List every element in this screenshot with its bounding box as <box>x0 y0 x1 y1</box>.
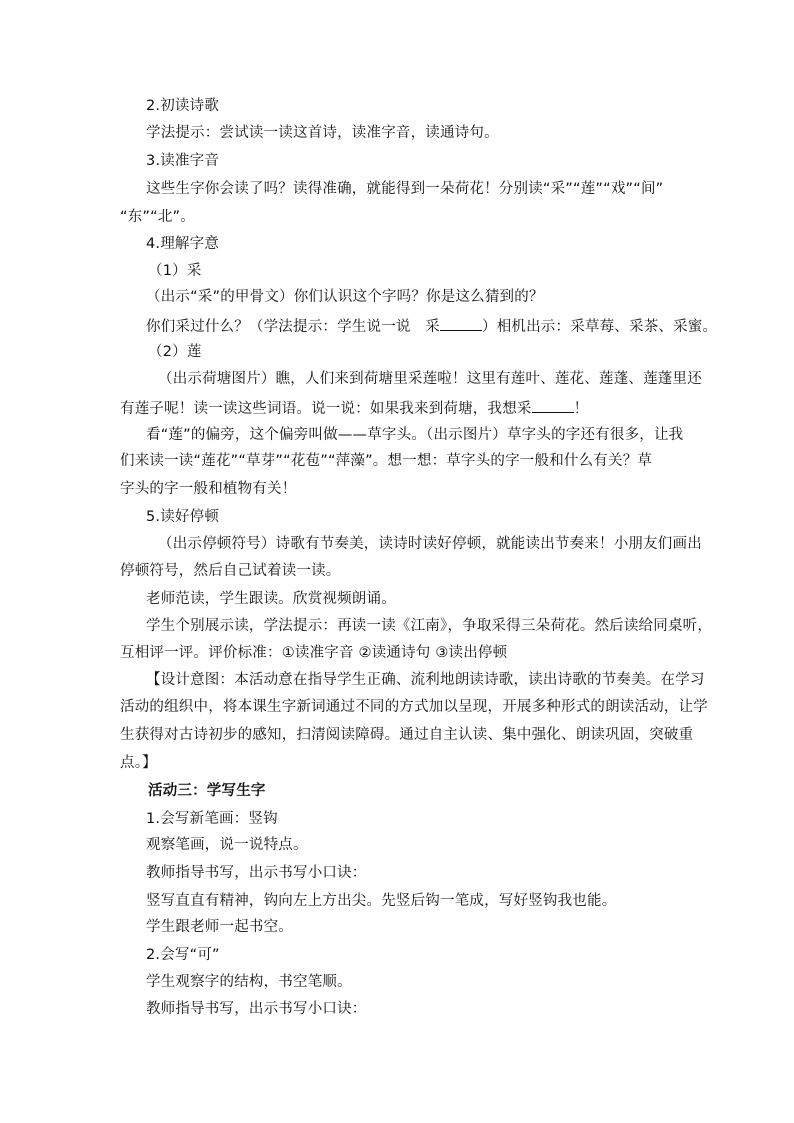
paragraph: 老师范读，学生跟读。欣赏视频朗诵。 <box>146 591 396 607</box>
paragraph: 学生观察字的结构，书空笔顺。 <box>146 974 352 990</box>
text: 你们采过什么？（学法提示：学生说一说 采 <box>146 319 440 335</box>
paragraph: 这些生字你会读了吗？读得准确，就能得到一朵荷花！分别读“采”“莲”“戏”“间” <box>146 181 664 197</box>
paragraph: 教师指导书写，出示书写小口诀： <box>146 865 367 881</box>
text: ！ <box>573 401 589 417</box>
fill-blank-line <box>532 398 574 413</box>
design-intent: 【设计意图：本活动意在指导学生正确、流利地朗读诗歌，读出诗歌的节奏美。在学习 <box>146 672 705 688</box>
paragraph: 们来读一读“莲花”“草芽”“花苞”“萍藻”。想一想：草字头的字一般和什么有关？草 <box>120 453 653 469</box>
paragraph: 竖写直直有精神，钩向左上方出尖。先竖后钩一笔成，写好竖钩我也能。 <box>146 893 617 909</box>
heading-pauses: 5.读好停顿 <box>146 509 220 525</box>
design-intent: 点。】 <box>120 755 157 771</box>
heading-write-ke: 2.会写“可” <box>146 947 220 963</box>
subheading-cai: （1）采 <box>148 263 202 279</box>
paragraph: 学法提示：尝试读一读这首诗，读准字音，读通诗句。 <box>146 125 499 141</box>
design-intent: 活动的组织中，将本课生字新词通过不同的方式加以呈现，开展多种形式的朗读活动，让学 <box>120 699 708 715</box>
design-intent: 生获得对古诗初步的感知，扫清阅读障碍。通过自主认读、集中强化、朗读巩固，突破重 <box>120 727 694 743</box>
paragraph: 字头的字一般和植物有关！ <box>120 481 297 497</box>
paragraph: 学生跟老师一起书空。 <box>146 919 293 935</box>
activity-three-title: 活动三：学写生字 <box>148 783 266 799</box>
paragraph: 观察笔画，说一说特点。 <box>146 837 308 853</box>
paragraph: （出示“采”的甲骨文）你们认识这个字吗？你是这么猜到的？ <box>146 289 544 305</box>
paragraph: 停顿符号，然后自己试着读一读。 <box>120 563 341 579</box>
paragraph: （出示荷塘图片）瞧，人们来到荷塘里采莲啦！这里有莲叶、莲花、莲蓬、莲蓬里还 <box>158 371 702 387</box>
paragraph-with-blank <box>120 398 588 418</box>
heading-pronunciation: 3.读准字音 <box>146 153 220 169</box>
paragraph: 教师指导书写，出示书写小口诀： <box>146 1001 367 1017</box>
paragraph: “东”“北”。 <box>120 209 195 225</box>
paragraph: 互相评一评。评价标准：①读准字音 ②读通诗句 ③读出停顿 <box>120 645 508 661</box>
fill-blank-line <box>440 316 482 331</box>
heading-new-stroke: 1.会写新笔画：竖钩 <box>146 811 278 827</box>
text: ）相机出示：采草莓、采茶、采蜜。 <box>482 319 718 335</box>
paragraph: （出示停顿符号）诗歌有节奏美，读诗时读好停顿，就能读出节奏来！小朋友们画出 <box>158 536 702 552</box>
paragraph: 看“莲”的偏旁，这个偏旁叫做——草字头。（出示图片）草字头的字还有很多，让我 <box>146 427 684 443</box>
subheading-lian: （2）莲 <box>148 344 202 360</box>
paragraph: 学生个别展示读，学法提示：再读一读《江南》，争取采得三朵荷花。然后读给同桌听， <box>146 618 713 634</box>
text: 有莲子呢！读一读这些词语。说一说：如果我来到荷塘，我想采 <box>120 401 532 417</box>
heading-meaning: 4.理解字意 <box>146 236 220 252</box>
paragraph-with-blank <box>146 316 717 336</box>
heading-first-reading: 2.初读诗歌 <box>146 98 220 114</box>
